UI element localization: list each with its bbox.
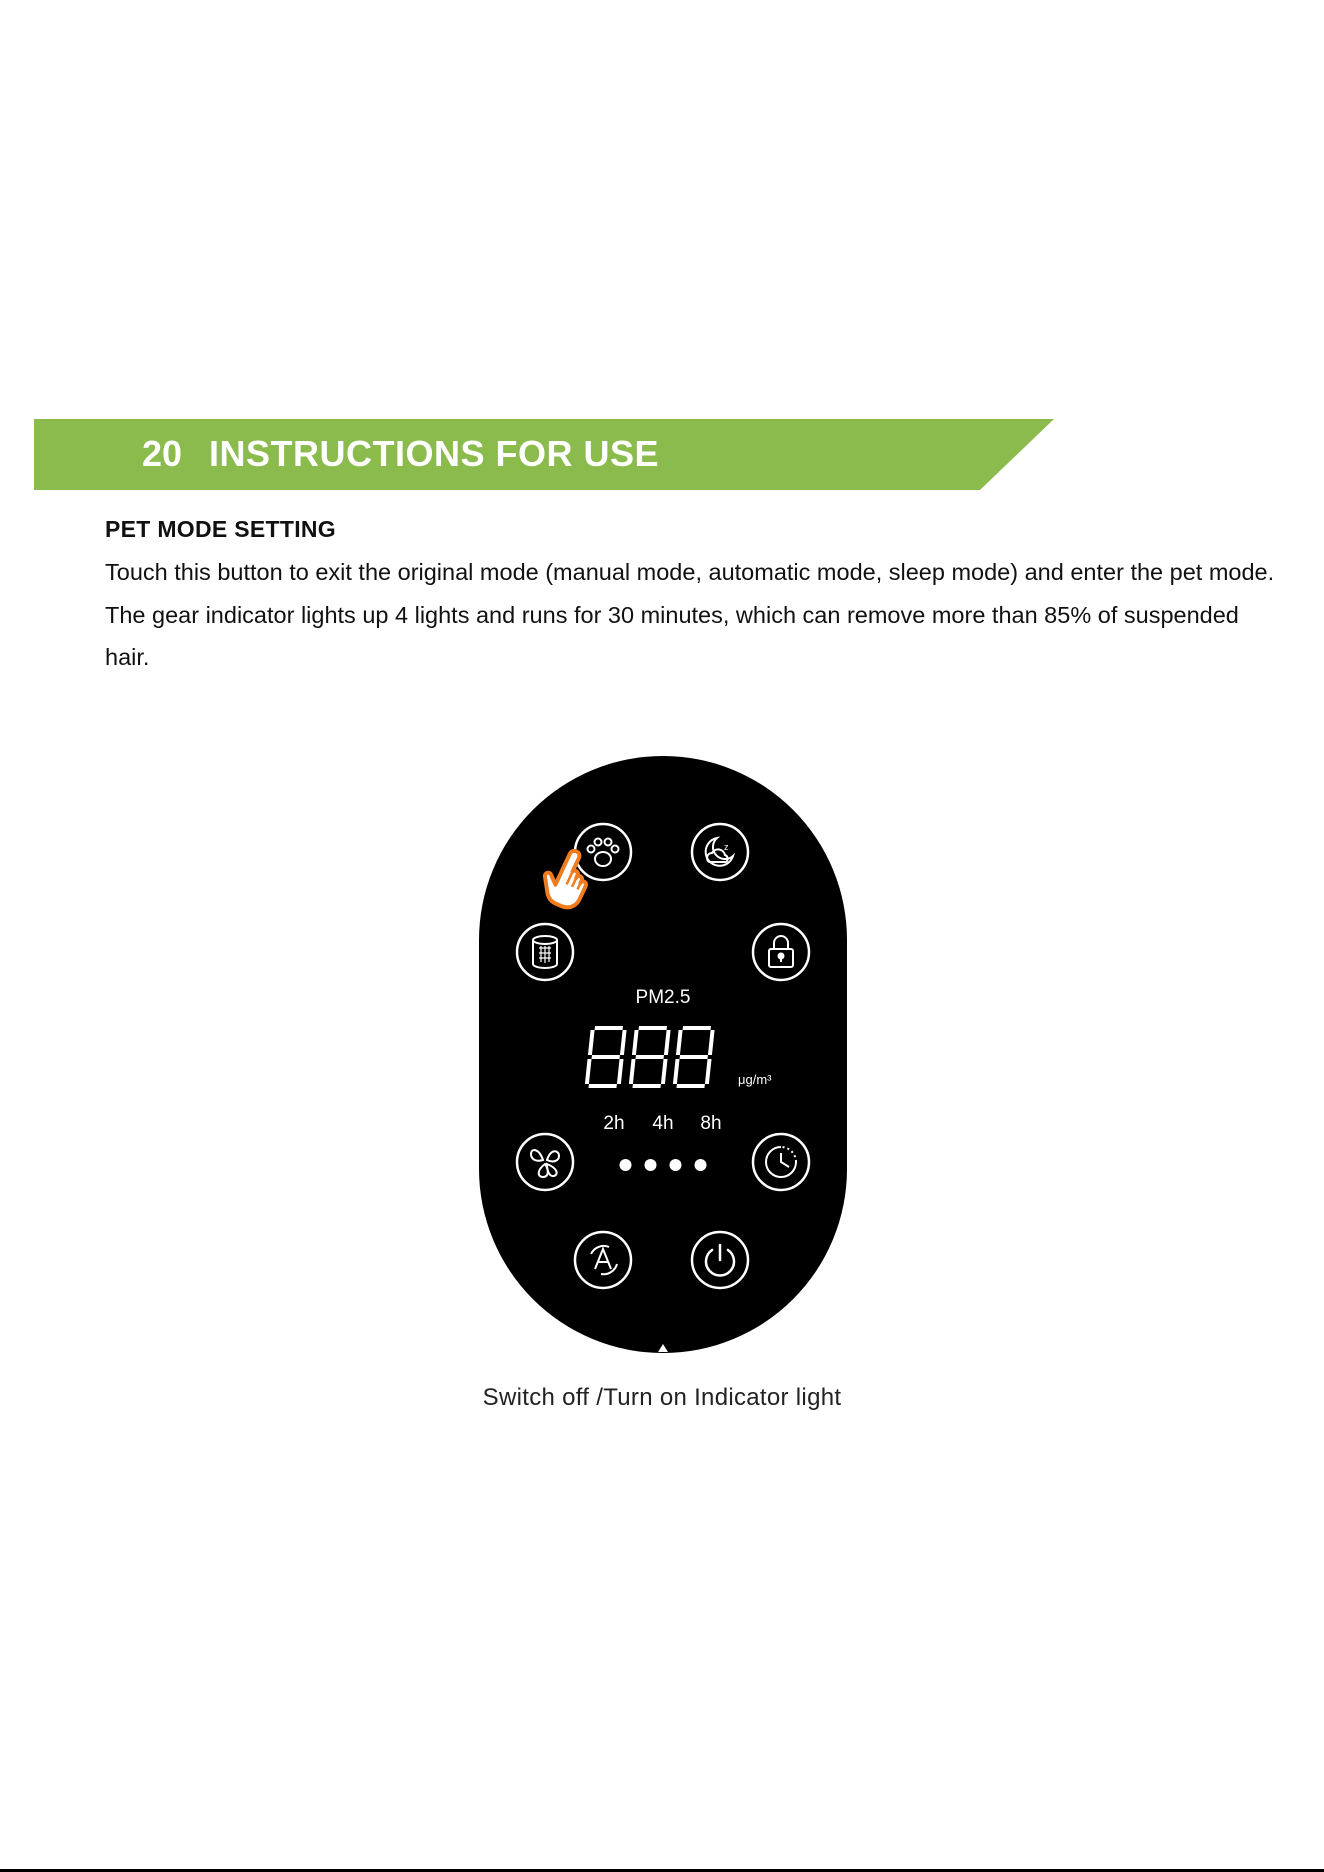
display-segment [590,1085,616,1087]
section-title: INSTRUCTIONS FOR USE [209,433,660,474]
timer-label-4h: 4h [652,1113,674,1134]
display-segment [593,1056,619,1058]
gear-light [695,1159,707,1171]
pm25-label: PM2.5 [635,987,691,1008]
control-panel [479,756,847,1357]
display-segment [596,1027,622,1029]
gear-light [620,1159,632,1171]
display-segment [681,1056,707,1058]
gear-light [670,1159,682,1171]
section-number: 20 [142,433,183,474]
display-segment [684,1027,710,1029]
display-segment [637,1056,663,1058]
display-segment [678,1085,704,1087]
display-segment [634,1085,660,1087]
instruction-text: Touch this button to exit the original mode (manual mode, automatic mode, sleep mode) and enter the pet mode. The gear indicator lights up 4 lights and runs for 30 minutes, which can remove more than 85% of suspended hair. [105,559,1275,670]
subsection-heading: PET MODE SETTING [105,516,336,542]
figure-caption: Switch off /Turn on Indicator light [482,1384,842,1411]
panel-body [479,756,847,1353]
timer-label-2h: 2h [603,1113,625,1134]
gear-light [645,1159,657,1171]
timer-label-8h: 8h [700,1113,722,1134]
section-banner [34,419,1054,490]
svg-text:z: z [724,842,729,852]
display-segment [640,1027,666,1029]
pm25-unit: μg/m³ [738,1072,772,1087]
